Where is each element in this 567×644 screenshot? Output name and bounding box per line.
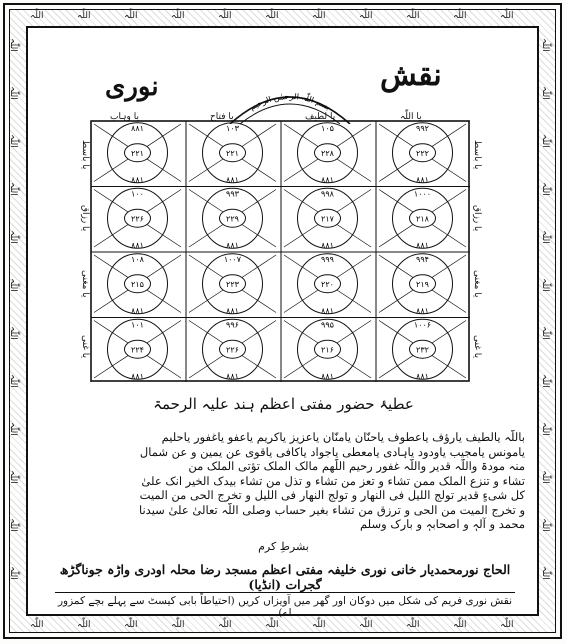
border-word: اللّٰہ (7, 470, 18, 484)
border-word: اللّٰہ (539, 374, 550, 388)
border-word: اللّٰہ (406, 11, 420, 21)
border-word: اللّٰہ (359, 11, 373, 21)
svg-text:بسم اللّٰہ الرحمٰن الرحیم (248, 91, 331, 112)
cell-bottom-number: ۸۸۱ (131, 241, 144, 250)
cell-bottom-number: ۸۸۱ (416, 372, 429, 381)
border-word: اللّٰہ (539, 182, 550, 196)
cell-top-number: ۹۹۶ (226, 320, 239, 330)
cell-bottom-number: ۸۸۱ (321, 372, 334, 381)
border-word: اللّٰہ (30, 11, 44, 21)
cell-center-number: ۲۲۰ (321, 279, 334, 289)
border-word: اللّٰہ (500, 620, 514, 630)
row-label-right-1: یا باسط (472, 140, 482, 170)
cell-top-number: ۱۰۳ (226, 124, 239, 133)
border-word: اللّٰہ (453, 11, 467, 21)
border-word: اللّٰہ (539, 278, 550, 292)
cell-center-number: ۲۱۵ (131, 279, 144, 289)
border-word: اللّٰہ (406, 620, 420, 630)
prayer-line-3: منہ مودۃ واللّٰہ قدیر واللّٰہ غفور رحیم اللّٰھم مالک الملک تؤتی الملک من (188, 459, 525, 473)
border-word: اللّٰہ (124, 620, 138, 630)
border-word: اللّٰہ (539, 134, 550, 148)
prayer-line-4: تشاء و تنزع الملک ممن تشاء و تعز من تشاء و تذل من تشاء بیدک الخیر انک علیٰ (141, 473, 525, 488)
cell-top-number: ۹۹۲ (416, 124, 429, 133)
cell-bottom-number: ۸۸۱ (321, 306, 334, 316)
cell-top-number: ۹۹۹ (321, 255, 334, 264)
border-word: اللّٰہ (500, 11, 514, 21)
cell-center-number: ۲۱۹ (416, 279, 429, 289)
cell-top-number: ۱۰۱ (131, 320, 144, 330)
border-word: اللّٰہ (124, 11, 138, 21)
border-word: اللّٰہ (539, 38, 550, 52)
cell-bottom-number: ۸۸۱ (131, 175, 144, 185)
border-word: اللّٰہ (77, 620, 91, 630)
border-word: اللّٰہ (7, 230, 18, 244)
border-word: اللّٰہ (7, 566, 18, 580)
cell-center-number: ۲۲۶ (226, 345, 239, 355)
border-word: اللّٰہ (265, 11, 279, 21)
cell-top-number: ۱۰۰ (131, 189, 144, 199)
border-word: اللّٰہ (171, 11, 185, 21)
cell-top-number: ۱۰۰۷ (223, 255, 242, 264)
cell-center-number: ۲۲۴ (131, 345, 144, 355)
prayer-line-6: و تخرج المیت من الحی و ترزق من تشاء بغیر حساب وصلی اللّٰہ تعالیٰ علیٰ سیدنا (138, 502, 525, 517)
cell-center-number: ۲۱۷ (321, 214, 334, 224)
column-header-1: یا وہاب (110, 112, 139, 122)
cell-bottom-number: ۸۸۱ (416, 306, 429, 316)
cell-top-number: ۹۹۴ (416, 255, 429, 264)
title-naqsh: نقش (380, 58, 442, 93)
border-word: اللّٰہ (265, 620, 279, 630)
dedication-line: عطیۂ حضور مفتی اعظم ہند علیہ الرحمۃ (153, 395, 414, 413)
cell-top-number: ۸۸۱ (131, 124, 144, 133)
column-header-2: یا فتاح (210, 112, 234, 122)
border-word: اللّٰہ (539, 326, 550, 340)
prayer-line-1: باللّٰہ یالطیف یارؤف یاعطوف یاحنّان یامنّان یاعزیز یاکریم یاعفو یاغفور یاحلیم (161, 430, 525, 444)
border-word: اللّٰہ (312, 620, 326, 630)
cell-top-number: ۹۹۳ (226, 189, 239, 199)
border-word: اللّٰہ (7, 326, 18, 340)
cell-center-number: ۲۲۹ (226, 214, 239, 224)
cell-top-number: ۱۰۸ (131, 255, 144, 264)
row-label-4: یا غنی (80, 335, 90, 359)
grid-outline (91, 121, 469, 381)
title-noori: نوری (105, 72, 159, 102)
cell-center-number: ۲۲۳ (226, 279, 239, 289)
border-word: اللّٰہ (7, 374, 18, 388)
border-word: اللّٰہ (359, 620, 373, 630)
cell-bottom-number: ۸۸۱ (416, 175, 429, 185)
cell-center-number: ۲۱۶ (321, 345, 334, 355)
cell-top-number: ۱۰۰۰ (413, 189, 432, 199)
bismillah-arch (225, 80, 355, 124)
border-word: اللّٰہ (7, 278, 18, 292)
border-word: اللّٰہ (7, 38, 18, 52)
prayer-line-5: کل شیءٍ قدیر تولج اللیل فی النھار و تولج النھار فی اللیل و تخرج الحی من المیت (139, 488, 525, 502)
cell-top-number: ۹۹۵ (321, 320, 334, 330)
border-word: اللّٰہ (539, 422, 550, 436)
signature-line: بشرطِ کرم (258, 540, 309, 553)
cell-bottom-number: ۸۸۱ (416, 241, 429, 250)
row-label-1: یا باسط (80, 140, 90, 170)
cell-bottom-number: ۸۸۱ (226, 175, 239, 185)
cell-top-number: ۹۹۸ (321, 189, 334, 199)
arch-text: بسم اللّٰہ الرحمٰن الرحیم (248, 91, 332, 112)
border-word: اللّٰہ (539, 86, 550, 100)
cell-center-number: ۲۲۲ (416, 148, 429, 158)
border-word: اللّٰہ (218, 620, 232, 630)
cell-center-number: ۲۱۸ (416, 214, 429, 224)
cell-bottom-number: ۸۸۱ (321, 175, 334, 185)
cell-top-number: ۱۰۵ (321, 124, 334, 133)
row-label-right-4: یا غنی (472, 335, 482, 359)
magic-square-grid (90, 120, 470, 382)
prayer-line-2: یامونس یامجیب یاودود یاہادی یامعطی یاجواد یاکافی یاقوی عن یمین و عن شمال (139, 444, 525, 459)
cell-bottom-number: ۸۸۱ (226, 372, 239, 381)
cell-center-number: ۲۲۱ (226, 148, 239, 158)
cell-center-number: ۲۳۲ (416, 345, 429, 355)
cell-bottom-number: ۸۸۱ (226, 241, 239, 250)
border-word: اللّٰہ (453, 620, 467, 630)
border-word: اللّٰہ (539, 566, 550, 580)
cell-bottom-number: ۸۸۱ (131, 306, 144, 316)
border-word: اللّٰہ (218, 11, 232, 21)
border-word: اللّٰہ (312, 11, 326, 21)
border-word: اللّٰہ (7, 182, 18, 196)
border-word: اللّٰہ (77, 11, 91, 21)
border-word: اللّٰہ (539, 230, 550, 244)
border-word: اللّٰہ (171, 620, 185, 630)
border-word: اللّٰہ (539, 470, 550, 484)
border-word: اللّٰہ (7, 134, 18, 148)
row-label-3: یا مغنی (80, 270, 90, 298)
row-label-right-2: یا رزاق (472, 205, 482, 232)
prayer-line-7: محمد و آلہٖ و اصحابہٖ و بارک وسلم (360, 517, 525, 531)
footer-note: نقش نوری فریم کی شکل میں دوکان اور گھر میں آویزاں کریں (احتیاطاً بابی کیسٹ سے پہلے بچے کمزور اے) (55, 592, 515, 619)
border-word: اللّٰہ (30, 620, 44, 630)
cell-center-number: ۲۲۶ (131, 214, 144, 224)
cell-center-number: ۲۲۸ (321, 148, 334, 158)
row-label-2: یا رزاق (80, 205, 90, 232)
cell-bottom-number: ۸۸۱ (226, 306, 239, 316)
prayer-text (45, 430, 525, 532)
cell-center-number: ۲۲۱ (131, 148, 144, 158)
column-header-3: یا لطیف (305, 112, 336, 122)
cell-bottom-number: ۸۸۱ (131, 372, 144, 381)
row-label-right-3: یا مغنی (472, 270, 482, 298)
cell-bottom-number: ۸۸۱ (321, 241, 334, 250)
border-word: اللّٰہ (7, 86, 18, 100)
border-word: اللّٰہ (7, 518, 18, 532)
cell-top-number: ۱۰۰۶ (413, 320, 432, 330)
publisher-line: الحاج نورمحمدیار خانی نوری خلیفہ مفتی اعظم مسجد رضا محلہ اودری واڑہ جوناگڑھ گجرات (انڈیا) (59, 562, 511, 592)
border-word: اللّٰہ (539, 518, 550, 532)
column-header-4: یا اللّٰہ (400, 112, 422, 122)
border-word: اللّٰہ (7, 422, 18, 436)
